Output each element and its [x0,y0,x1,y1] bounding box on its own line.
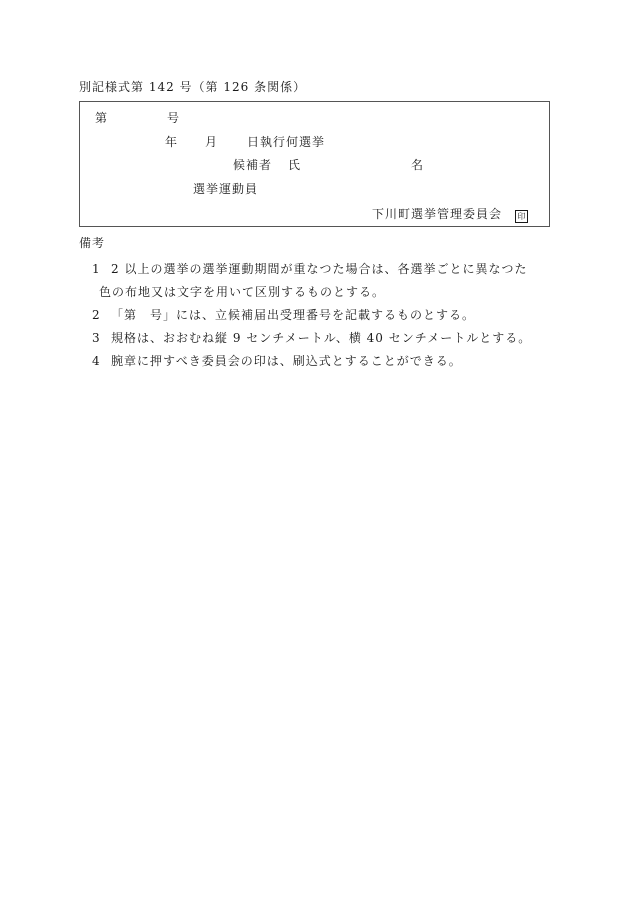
form-campaign-staff: 選挙運動員 [193,182,259,196]
note-number: 2 [92,308,101,322]
note-number: 4 [92,354,101,368]
note-text: 腕章に押すべき委員会の印は、刷込式とすることができる。 [111,354,462,368]
note-text: 「第 号」には、立候補届出受理番号を記載するものとする。 [111,308,476,322]
form-committee-name: 下川町選挙管理委員会 [372,207,503,221]
note-number: 1 [92,262,101,276]
form-election-date: 日執行何選挙 [247,135,326,149]
form-name-family: 氏 [288,158,302,172]
document-title: 別記様式第 142 号（第 126 条関係） [79,80,307,94]
notes-heading: 備考 [79,236,106,250]
form-number-suffix: 号 [167,111,181,125]
form-month: 月 [205,135,219,149]
note-text: 2 以上の選挙の選挙運動期間が重なつた場合は、各選挙ごとに異なつた [111,262,528,276]
form-number-prefix: 第 [95,111,109,125]
seal-stamp: 印 [515,210,528,223]
note-text-continued: 色の布地又は文字を用いて区別するものとする。 [99,285,386,299]
note-number: 3 [92,331,101,345]
form-committee [372,207,528,223]
note-text: 規格は、おおむね縦 9 センチメートル、横 40 センチメートルとする。 [111,331,532,345]
form-year: 年 [165,135,179,149]
form-candidate-label: 候補者 [233,158,273,172]
form-name-given: 名 [411,158,425,172]
